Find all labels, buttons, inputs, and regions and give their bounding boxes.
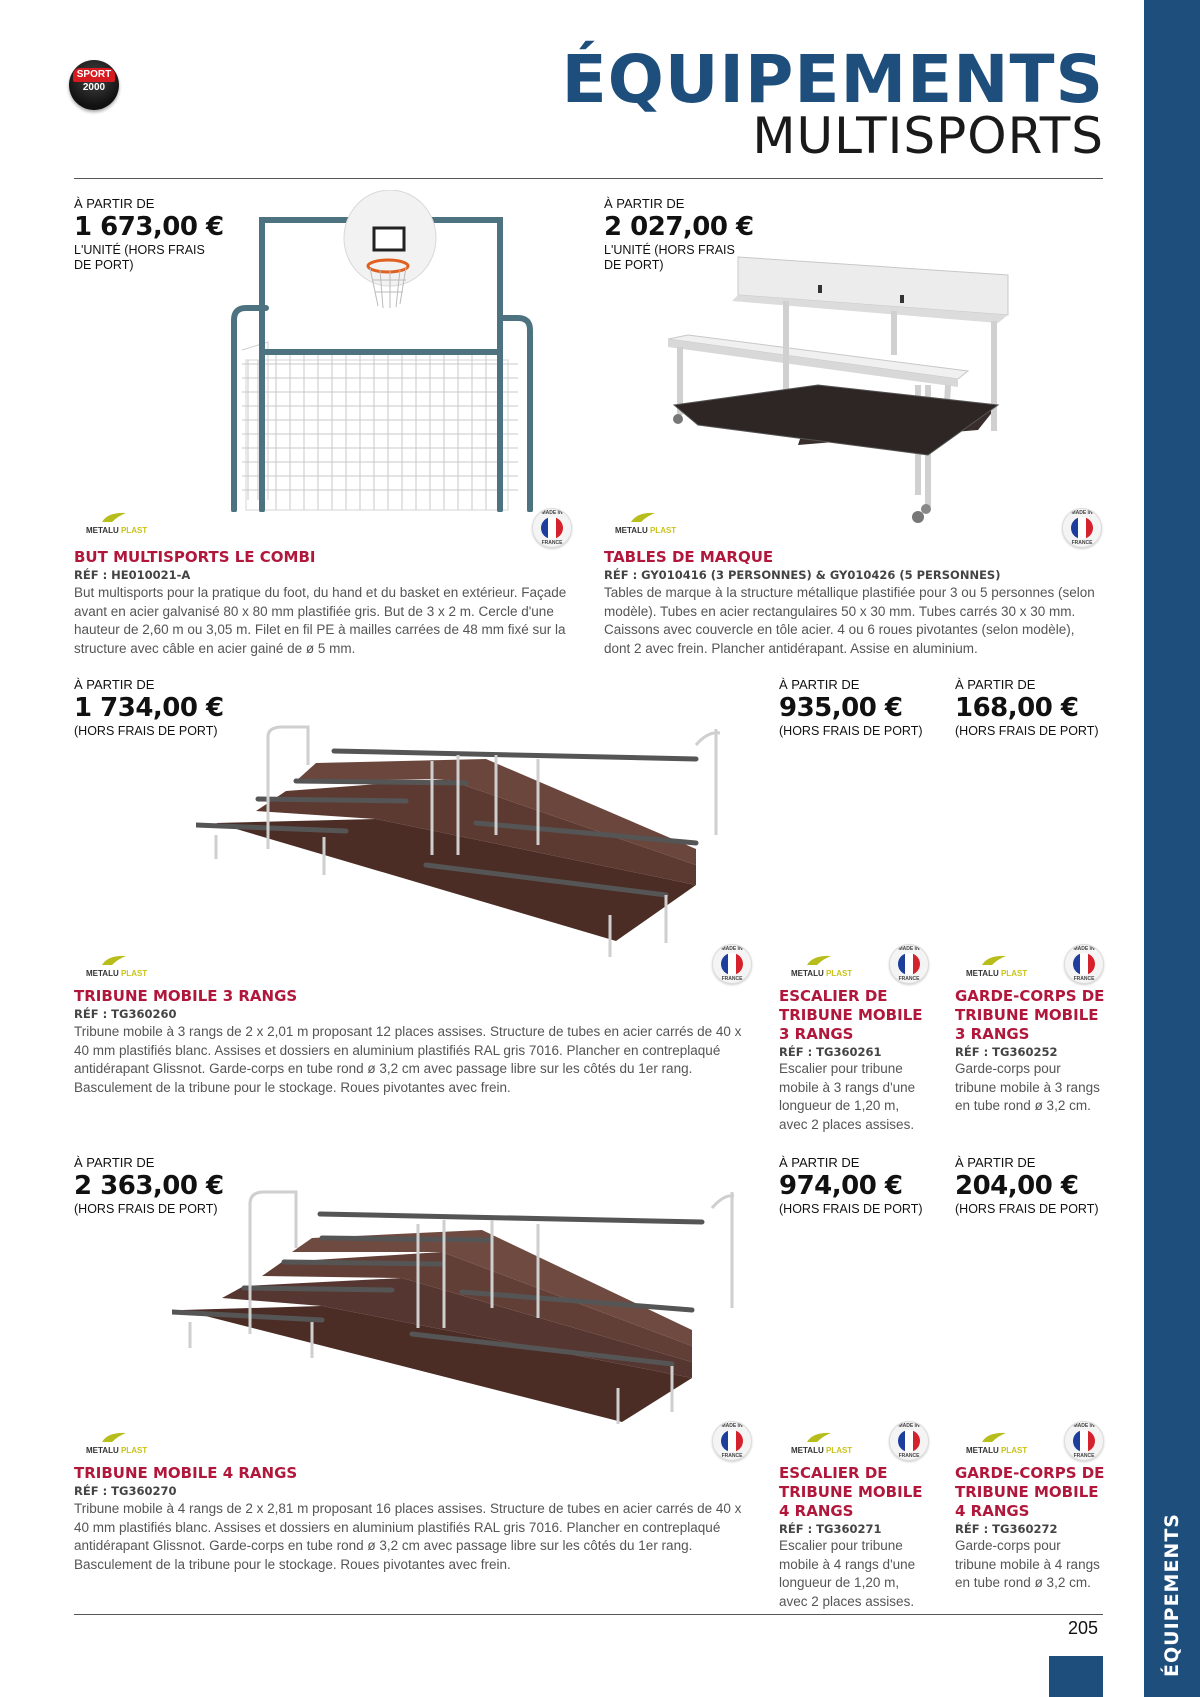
score-table-image [668,255,1018,530]
product-ref: RÉF : TG360252 [955,1045,1058,1059]
product-name: GARDE-CORPS DE TRIBUNE MOBILE 4 RANGS [955,1464,1105,1520]
product-description: Tribune mobile à 4 rangs de 2 x 2,81 m proposant 16 places assises. Structure de tubes en acier carrés de 40 x 40 mm plastifiés blanc. Assises et dossiers en aluminium plastifiés RAL gris 7016. Plancher en contreplaqué antidérapant Glissnot. Garde-corps en tube rond ø 3,2 cm avec passage libre sur les côtés du 1er rang. Basculement de la tribune pour le stockage. Roues pivotantes avec frein. [74,1501,742,1572]
price-label: À PARTIR DE [779,677,860,692]
leaf-icon [980,955,1008,967]
france-flag-icon [541,517,563,539]
leaf-icon [805,1432,833,1444]
footer-rule [74,1614,1103,1615]
metaluplast-logo [615,512,675,542]
sidebar-label-text: ÉQUIPEMENTS [1161,1513,1183,1677]
price-label: À PARTIR DE [74,677,155,692]
france-flag-icon [1071,517,1093,539]
logo-line1: SPORT [73,68,115,82]
product-ref: RÉF : GY010416 (3 PERSONNES) & GY010426 (5 PERSONNES) [604,568,1001,582]
made-in-france-badge: MADE IN FRANCE [712,944,752,984]
leaf-icon [629,512,657,524]
page-title: ÉQUIPEMENTS [561,41,1104,118]
price-note: (HORS FRAIS DE PORT) [74,724,218,738]
leaf-icon [805,955,833,967]
sidebar-band [1144,0,1200,1697]
product-ref: RÉF : HE010021-A [74,568,191,582]
metaluplast-logo [86,955,146,985]
metaluplast-logo [966,955,1026,985]
product-ref: RÉF : TG360261 [779,1045,882,1059]
price-value: 1 673,00 € [74,212,224,242]
logo-line2: 2000 [82,82,106,93]
france-flag-icon [1073,953,1095,975]
france-flag-icon [898,953,920,975]
made-in-france-badge: MADE IN FRANCE [1064,1421,1104,1461]
brand-name: METALU PLAST [86,969,148,978]
product-description: Tables de marque à la structure métallique plastifiée pour 3 ou 5 personnes (selon modèle). Tubes en acier rectangulaires 50 x 30 mm. Tubes carrés 30 x 30 mm. Caissons avec couvercle en tôle acier. 4 ou 6 roues pivotantes (selon modèle), dont 2 avec frein. Plancher antidérapant. Assise en aluminium. [604,585,1095,656]
bleacher-4-rows-image [172,1188,748,1426]
price-note: (HORS FRAIS DE PORT) [779,1202,923,1216]
price-value: 2 363,00 € [74,1171,224,1201]
leaf-icon [100,955,128,967]
price-label: À PARTIR DE [74,1155,155,1170]
made-in-france-badge: MADE IN FRANCE [1062,508,1102,548]
price-note: (HORS FRAIS DE PORT) [955,1202,1099,1216]
brand-name: METALU PLAST [966,1446,1028,1455]
metaluplast-logo [86,1432,146,1462]
leaf-icon [100,512,128,524]
sport2000-logo [69,60,119,110]
brand-name: METALU PLAST [86,526,148,535]
price-block [74,196,224,273]
price-block [779,677,939,739]
made-in-france-badge: MADE IN FRANCE [889,944,929,984]
product-description: But multisports pour la pratique du foot, du hand et du basket en extérieur. Façade avant en acier galvanisé 80 x 80 mm plastifiée gris. But de 3 x 2 m. Cercle d'une hauteur de 2,60 m ou 3,05 m. Filet en fil PE à mailles carrées de 48 mm fixé sur la structure avec câble en acier gainé de ø 5 mm. [74,585,567,656]
made-in-france-badge: MADE IN FRANCE [1064,944,1104,984]
price-value: 935,00 € [779,693,903,723]
price-label: À PARTIR DE [955,677,1036,692]
price-block [955,1155,1115,1217]
product-description: Tribune mobile à 3 rangs de 2 x 2,01 m proposant 12 places assises. Structure de tubes en acier carrés de 40 x 40 mm plastifiés blanc. Assises et dossiers en aluminium plastifiés RAL gris 7016. Plancher en contreplaqué antidérapant Glissnot. Garde-corps en tube rond ø 3,2 cm avec passage libre sur les côtés du 1er rang. Basculement de la tribune pour le stockage. Roues pivotantes avec frein. [74,1024,742,1095]
price-value: 1 734,00 € [74,693,224,723]
product-description: Escalier pour tribune mobile à 4 rangs d'une longueur de 1,20 m, avec 2 places assises. [779,1538,916,1609]
product-name: ESCALIER DE TRIBUNE MOBILE 4 RANGS [779,1464,923,1520]
product-name: TRIBUNE MOBILE 4 RANGS [74,1464,298,1482]
product-description: Escalier pour tribune mobile à 3 rangs d'une longueur de 1,20 m, avec 2 places assises. [779,1061,916,1132]
product-name: TABLES DE MARQUE [604,548,774,566]
price-note: (HORS FRAIS DE PORT) [74,1202,218,1216]
price-label: À PARTIR DE [74,196,155,211]
header-rule [74,178,1103,179]
made-in-france-badge: MADE IN FRANCE [889,1421,929,1461]
product-name: TRIBUNE MOBILE 3 RANGS [74,987,298,1005]
price-block [779,1155,939,1217]
product-name: ESCALIER DE TRIBUNE MOBILE 3 RANGS [779,987,923,1043]
brand-name: METALU PLAST [615,526,677,535]
product-ref: RÉF : TG360270 [74,1484,177,1498]
product-ref: RÉF : TG360272 [955,1522,1058,1536]
bleacher-3-rows-image [196,725,748,960]
product-description: Garde-corps pour tribune mobile à 3 rangs en tube rond ø 3,2 cm. [955,1061,1100,1113]
brand-name: METALU PLAST [791,969,853,978]
price-note: (HORS FRAIS DE PORT) [955,724,1099,738]
leaf-icon [100,1432,128,1444]
price-note: L'UNITÉ (HORS FRAIS DE PORT) [604,243,735,272]
page-tab [1049,1656,1103,1697]
france-flag-icon [1073,1430,1095,1452]
brand-name: METALU PLAST [966,969,1028,978]
metaluplast-logo [791,1432,851,1462]
price-value: 974,00 € [779,1171,903,1201]
metaluplast-logo [791,955,851,985]
made-in-france-badge: MADE IN FRANCE [712,1421,752,1461]
brand-name: METALU PLAST [791,1446,853,1455]
sidebar-label [1144,1500,1200,1690]
france-flag-icon [721,953,743,975]
price-note: (HORS FRAIS DE PORT) [779,724,923,738]
metaluplast-logo [86,512,146,542]
price-value: 2 027,00 € [604,212,754,242]
page-subtitle: MULTISPORTS [752,107,1104,165]
product-name: BUT MULTISPORTS LE COMBI [74,548,316,566]
price-value: 168,00 € [955,693,1079,723]
multisport-goal-image [228,190,540,512]
made-in-france-badge: MADE IN FRANCE [532,508,572,548]
product-name: GARDE-CORPS DE TRIBUNE MOBILE 3 RANGS [955,987,1105,1043]
price-label: À PARTIR DE [955,1155,1036,1170]
price-label: À PARTIR DE [779,1155,860,1170]
price-label: À PARTIR DE [604,196,685,211]
brand-name: METALU PLAST [86,1446,148,1455]
price-block [955,677,1115,739]
metaluplast-logo [966,1432,1026,1462]
france-flag-icon [721,1430,743,1452]
page-number: 205 [1068,1618,1099,1638]
price-note: L'UNITÉ (HORS FRAIS DE PORT) [74,243,205,272]
product-ref: RÉF : TG360271 [779,1522,882,1536]
leaf-icon [980,1432,1008,1444]
price-value: 204,00 € [955,1171,1079,1201]
product-description: Garde-corps pour tribune mobile à 4 rangs en tube rond ø 3,2 cm. [955,1538,1100,1590]
france-flag-icon [898,1430,920,1452]
product-ref: RÉF : TG360260 [74,1007,177,1021]
